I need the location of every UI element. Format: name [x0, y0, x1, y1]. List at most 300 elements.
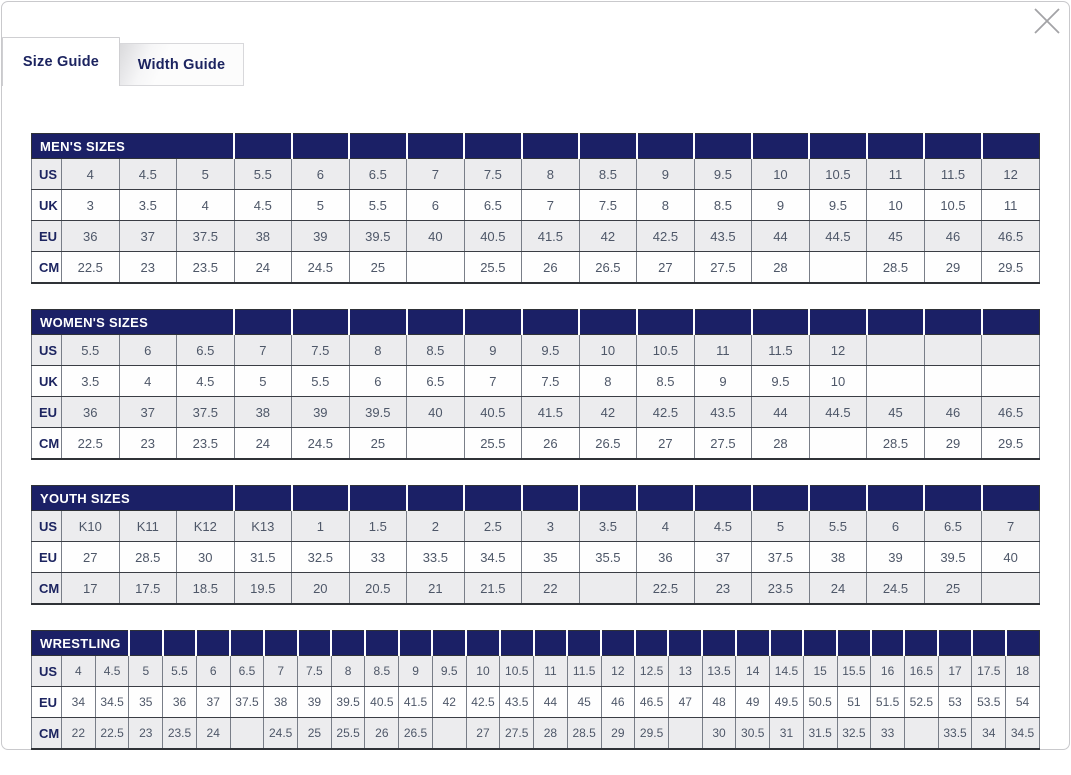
table-row-us [32, 656, 1040, 687]
size-cell: 34.5 [1006, 718, 1040, 750]
size-cell: 39 [867, 542, 925, 573]
size-cell: 49 [736, 687, 770, 718]
size-cell: K12 [177, 511, 235, 542]
size-cell [982, 335, 1040, 366]
size-cell: 34 [972, 718, 1006, 750]
size-cell: 22.5 [62, 428, 120, 460]
row-label: EU [32, 542, 62, 573]
size-cell [809, 428, 867, 460]
header-filler-cell [534, 631, 568, 656]
size-cell: 12 [982, 159, 1040, 190]
size-cell [982, 366, 1040, 397]
size-cell: 17.5 [972, 656, 1006, 687]
header-filler-cell [867, 310, 925, 335]
size-cell: 6.5 [464, 190, 522, 221]
size-cell: 4.5 [234, 190, 292, 221]
row-label: CM [32, 718, 62, 750]
size-cell: 51.5 [871, 687, 905, 718]
size-cell: 33.5 [407, 542, 465, 573]
size-cell: 25.5 [464, 252, 522, 284]
table-row-eu [32, 397, 1040, 428]
size-cell: 27 [466, 718, 500, 750]
size-cell [924, 366, 982, 397]
size-table-wrestling [31, 630, 1040, 750]
size-cell: 36 [637, 542, 695, 573]
size-cell: 10 [809, 366, 867, 397]
size-cell: 39.5 [349, 221, 407, 252]
size-cell: 14.5 [770, 656, 804, 687]
size-cell: 34.5 [95, 687, 129, 718]
header-filler-cell [399, 631, 433, 656]
header-filler-cell [163, 631, 197, 656]
size-cell: 23.5 [752, 573, 810, 605]
size-cell: 24.5 [292, 428, 350, 460]
size-cell: 41.5 [399, 687, 433, 718]
size-cell: 17 [62, 573, 120, 605]
header-filler-cell [292, 134, 350, 159]
size-cell: 42.5 [466, 687, 500, 718]
tab-width-guide-label: Width Guide [137, 56, 226, 73]
header-filler-cell [736, 631, 770, 656]
size-table-mens [31, 133, 1040, 284]
size-cell: 6.5 [349, 159, 407, 190]
size-cell: 6 [119, 335, 177, 366]
size-cell: 22.5 [637, 573, 695, 605]
header-filler-cell [694, 310, 752, 335]
row-label: US [32, 159, 62, 190]
header-filler-cell [292, 486, 350, 511]
close-icon [1029, 5, 1063, 37]
header-filler-cell [234, 134, 292, 159]
size-cell: 45 [867, 397, 925, 428]
size-cell: 28 [752, 252, 810, 284]
size-cell: 15 [803, 656, 837, 687]
size-cell: 8.5 [637, 366, 695, 397]
header-filler-cell [407, 134, 465, 159]
row-label: EU [32, 221, 62, 252]
size-cell: 30.5 [736, 718, 770, 750]
size-cell: 3 [62, 190, 120, 221]
header-filler-cell [871, 631, 905, 656]
size-cell: 26 [365, 718, 399, 750]
size-cell: 5 [129, 656, 163, 687]
size-cell: K11 [119, 511, 177, 542]
size-cell: 46 [924, 397, 982, 428]
size-cell: 33 [871, 718, 905, 750]
size-cell: 5.5 [349, 190, 407, 221]
size-cell: 12 [601, 656, 635, 687]
size-cell: 4 [119, 366, 177, 397]
header-filler-cell [752, 486, 810, 511]
size-cell: 23 [119, 252, 177, 284]
size-cell: 29 [924, 252, 982, 284]
size-cell: 13 [668, 656, 702, 687]
size-cell: 23.5 [163, 718, 197, 750]
size-cell: 8.5 [407, 335, 465, 366]
size-cell [432, 718, 466, 750]
size-cell: 5 [752, 511, 810, 542]
size-cell: 21.5 [464, 573, 522, 605]
tab-width-guide[interactable] [120, 43, 244, 86]
header-filler-cell [579, 310, 637, 335]
size-cell: 7 [522, 190, 580, 221]
size-cell: 11.5 [752, 335, 810, 366]
size-cell: 7.5 [292, 335, 350, 366]
size-cell: 3.5 [119, 190, 177, 221]
size-cell: 9.5 [694, 159, 752, 190]
size-cell: 8 [579, 366, 637, 397]
size-cell: 36 [62, 397, 120, 428]
header-filler-cell [694, 486, 752, 511]
size-cell: 6 [196, 656, 230, 687]
table-row-cm [32, 252, 1040, 284]
size-cell: 6 [349, 366, 407, 397]
header-filler-cell [1006, 631, 1040, 656]
size-cell: 4.5 [95, 656, 129, 687]
size-cell: 9 [464, 335, 522, 366]
table-title: MEN'S SIZES [32, 134, 235, 159]
table-row-eu [32, 687, 1040, 718]
size-cell: 37.5 [177, 397, 235, 428]
size-cell: 20 [292, 573, 350, 605]
table-row-eu [32, 221, 1040, 252]
header-filler-cell [522, 310, 580, 335]
size-cell: 4 [177, 190, 235, 221]
size-cell: 7 [464, 366, 522, 397]
size-cell: 5.5 [234, 159, 292, 190]
size-cell: 36 [62, 221, 120, 252]
header-filler-cell [349, 486, 407, 511]
size-cell: 16 [871, 656, 905, 687]
size-cell: 22.5 [95, 718, 129, 750]
size-cell: 23 [119, 428, 177, 460]
size-cell: 27.5 [694, 428, 752, 460]
header-filler-cell [349, 134, 407, 159]
size-cell [924, 335, 982, 366]
size-cell: 47 [668, 687, 702, 718]
size-cell: 22.5 [62, 252, 120, 284]
table-row-cm [32, 718, 1040, 750]
size-cell: 35.5 [579, 542, 637, 573]
row-label: EU [32, 687, 62, 718]
size-cell: 26.5 [579, 428, 637, 460]
size-cell [809, 252, 867, 284]
size-cell: 5.5 [809, 511, 867, 542]
header-filler-cell [500, 631, 534, 656]
header-filler-cell [522, 486, 580, 511]
size-cell: 1 [292, 511, 350, 542]
size-guide-modal [1, 1, 1070, 750]
size-cell: 32.5 [837, 718, 871, 750]
size-cell: 22 [522, 573, 580, 605]
size-cell: 30 [702, 718, 736, 750]
size-cell [407, 428, 465, 460]
header-filler-cell [129, 631, 163, 656]
row-label: CM [32, 252, 62, 284]
size-cell: 8 [637, 190, 695, 221]
row-label: EU [32, 397, 62, 428]
size-cell: 37.5 [752, 542, 810, 573]
size-cell: 15.5 [837, 656, 871, 687]
header-filler-cell [867, 486, 925, 511]
header-filler-cell [752, 134, 810, 159]
size-cell: 49.5 [770, 687, 804, 718]
size-cell: 28 [752, 428, 810, 460]
size-cell: 29.5 [982, 428, 1040, 460]
header-filler-cell [972, 631, 1006, 656]
table-row-us [32, 335, 1040, 366]
size-cell: 27 [62, 542, 120, 573]
size-cell [867, 366, 925, 397]
header-filler-cell [637, 134, 695, 159]
size-cell: 27 [637, 252, 695, 284]
size-cell: 24.5 [292, 252, 350, 284]
size-cell: 43.5 [694, 221, 752, 252]
size-cell: 39 [292, 397, 350, 428]
size-cell: 48 [702, 687, 736, 718]
size-cell: 23 [694, 573, 752, 605]
size-cell: 24.5 [264, 718, 298, 750]
size-cell: 11.5 [924, 159, 982, 190]
size-cell: 25 [349, 428, 407, 460]
size-cell: 37.5 [230, 687, 264, 718]
size-cell: 11 [694, 335, 752, 366]
size-cell: 9 [694, 366, 752, 397]
size-cell: 27 [637, 428, 695, 460]
size-cell: 5.5 [292, 366, 350, 397]
size-cell: 10 [579, 335, 637, 366]
size-cell: 2.5 [464, 511, 522, 542]
size-cell: 6.5 [924, 511, 982, 542]
size-cell: 4 [62, 159, 120, 190]
size-cell: 42 [579, 221, 637, 252]
size-cell: 52.5 [904, 687, 938, 718]
tab-bar [2, 37, 244, 86]
table-row-uk [32, 366, 1040, 397]
size-cell: 10.5 [924, 190, 982, 221]
header-filler-cell [298, 631, 332, 656]
size-cell: 35 [129, 687, 163, 718]
size-cell: 42 [432, 687, 466, 718]
header-filler-cell [579, 134, 637, 159]
size-cell: 21 [407, 573, 465, 605]
header-filler-cell [809, 310, 867, 335]
size-cell: 38 [264, 687, 298, 718]
size-cell: 37 [119, 397, 177, 428]
size-cell: 46.5 [982, 397, 1040, 428]
table-title: YOUTH SIZES [32, 486, 235, 511]
size-cell: 46 [924, 221, 982, 252]
size-cell [668, 718, 702, 750]
size-cell: 10.5 [637, 335, 695, 366]
size-cell: 8.5 [365, 656, 399, 687]
tab-size-guide-label: Size Guide [22, 54, 100, 70]
size-cell: 44.5 [809, 221, 867, 252]
size-cell: 7 [234, 335, 292, 366]
size-cell: 9.5 [522, 335, 580, 366]
size-cell: 7.5 [298, 656, 332, 687]
table-row-us [32, 159, 1040, 190]
size-cell: 37 [694, 542, 752, 573]
size-cell: 4.5 [177, 366, 235, 397]
size-cell: 9 [637, 159, 695, 190]
table-row-us [32, 511, 1040, 542]
size-cell: 1.5 [349, 511, 407, 542]
size-cell: 6 [292, 159, 350, 190]
tab-size-guide[interactable] [2, 37, 120, 86]
size-cell: 8 [349, 335, 407, 366]
size-cell: 44 [752, 221, 810, 252]
header-filler-cell [702, 631, 736, 656]
header-filler-cell [635, 631, 669, 656]
size-cell: 5 [292, 190, 350, 221]
row-label: CM [32, 573, 62, 605]
header-filler-cell [924, 486, 982, 511]
size-cell: 46.5 [635, 687, 669, 718]
size-cell: 46.5 [982, 221, 1040, 252]
size-cell: 26 [522, 252, 580, 284]
size-cell: 39 [298, 687, 332, 718]
size-cell: K10 [62, 511, 120, 542]
header-filler-cell [365, 631, 399, 656]
header-filler-cell [803, 631, 837, 656]
header-filler-cell [230, 631, 264, 656]
size-cell: 7.5 [464, 159, 522, 190]
header-filler-cell [196, 631, 230, 656]
size-cell: 6.5 [230, 656, 264, 687]
size-cell: 4 [637, 511, 695, 542]
close-button[interactable] [1027, 4, 1065, 40]
size-cell: 24 [196, 718, 230, 750]
size-cell: 11 [867, 159, 925, 190]
size-cell: 10 [466, 656, 500, 687]
size-cell: 12 [809, 335, 867, 366]
size-cell: 3.5 [579, 511, 637, 542]
header-filler-cell [809, 486, 867, 511]
table-row-uk [32, 190, 1040, 221]
header-filler-cell [464, 486, 522, 511]
header-filler-cell [637, 486, 695, 511]
header-filler-cell [809, 134, 867, 159]
row-label: UK [32, 366, 62, 397]
size-cell: 40 [407, 397, 465, 428]
size-cell: 11 [534, 656, 568, 687]
header-filler-cell [668, 631, 702, 656]
header-filler-cell [567, 631, 601, 656]
row-label: US [32, 511, 62, 542]
size-cell: 5.5 [163, 656, 197, 687]
size-cell: 37 [119, 221, 177, 252]
size-cell: 25 [924, 573, 982, 605]
header-filler-cell [432, 631, 466, 656]
size-cell: 12.5 [635, 656, 669, 687]
size-cell: 42.5 [637, 397, 695, 428]
size-cell: 6 [867, 511, 925, 542]
size-cell: 26.5 [579, 252, 637, 284]
size-cell: 31.5 [803, 718, 837, 750]
header-filler-cell [349, 310, 407, 335]
size-cell: 29 [924, 428, 982, 460]
header-filler-cell [982, 134, 1040, 159]
table-header-row [32, 486, 1040, 511]
row-label: UK [32, 190, 62, 221]
size-cell: 3.5 [62, 366, 120, 397]
size-cell: 4 [62, 656, 96, 687]
header-filler-cell [331, 631, 365, 656]
size-cell [904, 718, 938, 750]
size-cell: 16.5 [904, 656, 938, 687]
size-cell: 9.5 [809, 190, 867, 221]
size-cell: 4.5 [119, 159, 177, 190]
size-cell: 41.5 [522, 221, 580, 252]
size-cell: 27.5 [500, 718, 534, 750]
size-cell: 42.5 [637, 221, 695, 252]
header-filler-cell [694, 134, 752, 159]
size-table-womens [31, 309, 1040, 460]
table-row-cm [32, 573, 1040, 605]
size-cell: 45 [567, 687, 601, 718]
size-cell: 36 [163, 687, 197, 718]
size-cell: 34.5 [464, 542, 522, 573]
size-cell: 9 [752, 190, 810, 221]
header-filler-cell [924, 310, 982, 335]
size-cell: 43.5 [500, 687, 534, 718]
header-filler-cell [464, 310, 522, 335]
table-header-row [32, 631, 1040, 656]
size-cell: K13 [234, 511, 292, 542]
header-filler-cell [234, 486, 292, 511]
size-cell: 40.5 [365, 687, 399, 718]
header-filler-cell [407, 486, 465, 511]
size-cell [230, 718, 264, 750]
size-cell: 7 [407, 159, 465, 190]
size-cell: 33 [349, 542, 407, 573]
size-cell: 10 [867, 190, 925, 221]
size-cell: 6.5 [177, 335, 235, 366]
size-cell: 22 [62, 718, 96, 750]
size-cell: 10.5 [500, 656, 534, 687]
size-cell: 23.5 [177, 252, 235, 284]
table-header-row [32, 310, 1040, 335]
header-filler-cell [637, 310, 695, 335]
size-tables-container [31, 133, 1040, 775]
size-cell: 25 [349, 252, 407, 284]
size-cell: 17.5 [119, 573, 177, 605]
header-filler-cell [234, 310, 292, 335]
size-cell: 8 [522, 159, 580, 190]
size-cell: 28 [534, 718, 568, 750]
size-cell [407, 252, 465, 284]
size-cell: 23.5 [177, 428, 235, 460]
size-cell: 8.5 [579, 159, 637, 190]
size-cell: 29.5 [635, 718, 669, 750]
size-cell: 5.5 [62, 335, 120, 366]
size-cell [579, 573, 637, 605]
size-cell: 7 [264, 656, 298, 687]
size-cell [867, 335, 925, 366]
size-cell: 17 [938, 656, 972, 687]
size-cell: 9.5 [752, 366, 810, 397]
table-row-eu [32, 542, 1040, 573]
size-cell: 18.5 [177, 573, 235, 605]
table-title: WOMEN'S SIZES [32, 310, 235, 335]
size-cell: 38 [234, 397, 292, 428]
size-cell: 40.5 [464, 221, 522, 252]
size-cell: 8 [331, 656, 365, 687]
size-cell: 53.5 [972, 687, 1006, 718]
size-cell: 39.5 [331, 687, 365, 718]
size-cell: 11.5 [567, 656, 601, 687]
